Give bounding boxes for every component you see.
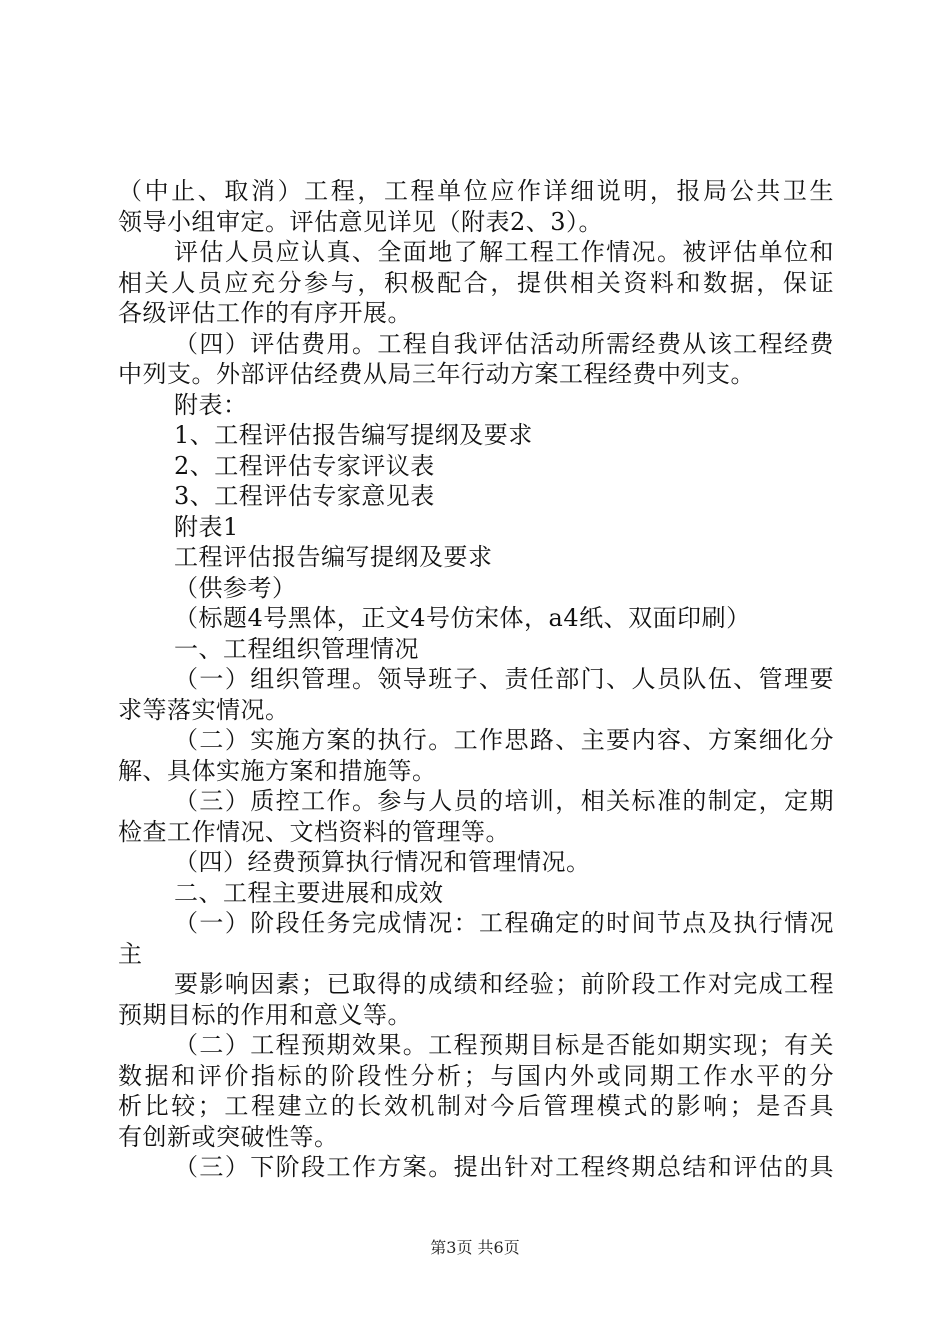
text-line: （三）质控工作。参与人员的培训，相关标准的制定，定期 bbox=[174, 787, 834, 815]
text-line: 评估人员应认真、全面地了解工程工作情况。被评估单位和 bbox=[174, 238, 834, 266]
text-line: 求等落实情况。 bbox=[118, 695, 290, 724]
text-line: 主 bbox=[118, 939, 143, 968]
text-line: 析比较；工程建立的长效机制对今后管理模式的影响；是否具 bbox=[118, 1092, 834, 1120]
text-line: 相关人员应充分参与，积极配合，提供相关资料和数据，保证 bbox=[118, 268, 834, 297]
document-body bbox=[118, 176, 834, 1183]
text-line: 预期目标的作用和意义等。 bbox=[118, 1000, 412, 1029]
text-line: 一、工程组织管理情况 bbox=[174, 634, 419, 663]
text-line: 2、工程评估专家评议表 bbox=[174, 451, 435, 480]
text-line: 领导小组审定。评估意见详见（附表2、3）。 bbox=[118, 207, 604, 236]
text-line: （一）阶段任务完成情况：工程确定的时间节点及执行情况 bbox=[174, 909, 834, 937]
text-line: 检查工作情况、文档资料的管理等。 bbox=[118, 817, 510, 846]
text-line: 解、具体实施方案和措施等。 bbox=[118, 756, 437, 785]
text-line: 有创新或突破性等。 bbox=[118, 1122, 339, 1151]
page-number: 第3页 共6页 bbox=[430, 1238, 520, 1257]
text-line: （二）工程预期效果。工程预期目标是否能如期实现；有关 bbox=[174, 1031, 834, 1059]
text-line: 二、工程主要进展和成效 bbox=[174, 878, 444, 907]
text-line: 中列支。外部评估经费从局三年行动方案工程经费中列支。 bbox=[118, 360, 755, 388]
text-line: 数据和评价指标的阶段性分析；与国内外或同期工作水平的分 bbox=[118, 1061, 834, 1090]
text-line: （二）实施方案的执行。工作思路、主要内容、方案细化分 bbox=[174, 726, 834, 754]
text-line: 1、工程评估报告编写提纲及要求 bbox=[174, 421, 533, 449]
text-line: 工程评估报告编写提纲及要求 bbox=[174, 543, 493, 571]
text-line: （三）下阶段工作方案。提出针对工程终期总结和评估的具 bbox=[174, 1153, 834, 1181]
text-line: 附表1 bbox=[174, 512, 239, 541]
text-line: 要影响因素；已取得的成绩和经验；前阶段工作对完成工程 bbox=[174, 970, 834, 998]
text-line: （供参考） bbox=[174, 573, 297, 602]
text-line: （四）经费预算执行情况和管理情况。 bbox=[174, 848, 591, 876]
text-line: 各级评估工作的有序开展。 bbox=[118, 299, 412, 327]
text-line: （中止、取消）工程，工程单位应作详细说明，报局公共卫生 bbox=[118, 177, 834, 205]
text-line: （四）评估费用。工程自我评估活动所需经费从该工程经费 bbox=[174, 329, 834, 358]
text-line: 附表： bbox=[174, 390, 248, 419]
text-line: （标题4号黑体，正文4号仿宋体，a4纸、双面印刷） bbox=[174, 604, 751, 632]
page-footer bbox=[0, 1238, 950, 1258]
text-line: 3、工程评估专家意见表 bbox=[174, 482, 435, 510]
text-line: （一）组织管理。领导班子、责任部门、人员队伍、管理要 bbox=[174, 665, 834, 693]
